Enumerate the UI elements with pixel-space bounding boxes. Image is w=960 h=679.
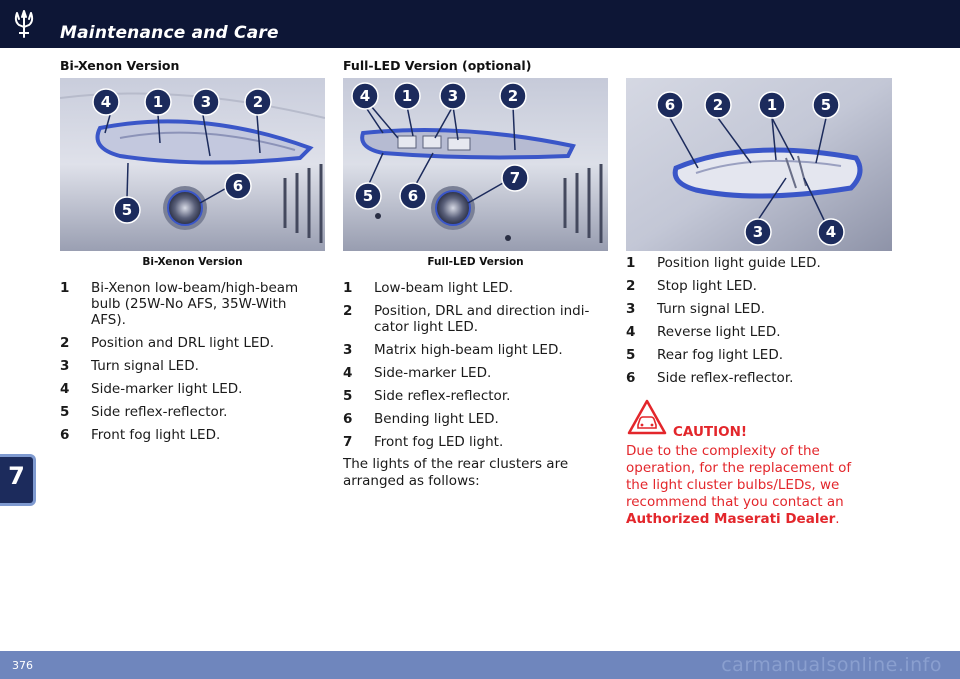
rear-clusters-intro: The lights of the rear clusters are arranged as follows: [343, 456, 569, 489]
bixenon-parts-list [60, 280, 322, 450]
callout-6: 6 [664, 96, 676, 114]
list-item: 1 Bi-Xenon low-beam/high-beam bulb (25W-No AFS, 35W-With AFS). [60, 280, 299, 328]
callout-5: 5 [362, 187, 374, 205]
list-item: 2 Stop light LED. [626, 278, 757, 294]
callout-3: 3 [447, 87, 459, 105]
dealer-emphasis: Authorized Maserati Dealer [626, 511, 836, 527]
callout-7: 7 [509, 169, 521, 187]
list-item: 3 Turn signal LED. [626, 301, 765, 317]
fullled-section-title: Full-LED Version (optional) [343, 58, 532, 73]
rear-light-figure [626, 78, 892, 251]
callout-6: 6 [407, 187, 419, 205]
list-item: 1 Low-beam light LED. [343, 280, 513, 296]
list-item: 4 Side-marker light LED. [60, 381, 243, 397]
list-item: 4 Side-marker LED. [343, 365, 492, 381]
list-item: 2 Position and DRL light LED. [60, 335, 275, 351]
bixenon-figure-caption: Bi-Xenon Version [142, 256, 243, 268]
list-item: 5 Rear fog light LED. [626, 347, 784, 363]
list-item: 1 Position light guide LED. [626, 255, 821, 271]
page-header-title: Maintenance and Care [60, 23, 279, 43]
list-item: 3 Matrix high-beam light LED. [343, 342, 563, 358]
trident-logo-icon [10, 9, 38, 39]
callout-6: 6 [232, 177, 244, 195]
list-item: 6 Bending light LED. [343, 411, 499, 427]
callout-4: 4 [359, 87, 371, 105]
list-item: 6 Side reflex-reflector. [626, 370, 794, 386]
caution-car-warning-icon [626, 398, 668, 436]
callout-1: 1 [766, 96, 778, 114]
header-bar [0, 0, 960, 48]
page-number: 376 [12, 659, 33, 672]
list-item: 2 Position, DRL and direction indi-cator light LED. [343, 303, 590, 335]
callout-5: 5 [121, 201, 133, 219]
rear-parts-list [626, 255, 886, 393]
caution-title: CAUTION! [673, 424, 748, 440]
callout-3: 3 [752, 223, 764, 241]
chapter-tab-number: 7 [8, 462, 25, 490]
list-item: 3 Turn signal LED. [60, 358, 199, 374]
list-item: 7 Front fog LED light. [343, 434, 504, 450]
chapter-tab [0, 452, 40, 510]
fullled-figure-caption: Full-LED Version [427, 256, 524, 268]
callout-2: 2 [252, 93, 264, 111]
callout-5: 5 [820, 96, 832, 114]
callout-1: 1 [401, 87, 413, 105]
fullled-headlight-figure [343, 78, 608, 251]
list-item: 5 Side reflex-reflector. [60, 404, 228, 420]
list-item: 4 Reverse light LED. [626, 324, 781, 340]
fullled-parts-list [343, 280, 608, 457]
footer-bar [0, 651, 960, 679]
callout-4: 4 [100, 93, 112, 111]
callout-1: 1 [152, 93, 164, 111]
callout-3: 3 [200, 93, 212, 111]
callout-2: 2 [712, 96, 724, 114]
callout-4: 4 [825, 223, 837, 241]
bixenon-section-title: Bi-Xenon Version [60, 58, 180, 73]
bixenon-headlight-figure [60, 78, 325, 251]
list-item: 5 Side reflex-reflector. [343, 388, 511, 404]
caution-text: Due to the complexity of the operation, for the replacement of the light cluster bulbs/LEDs, we recommend that you contact an Authorized Maserati Dealer. [626, 443, 852, 527]
watermark-text: carmanualsonline.info [721, 654, 942, 676]
callout-2: 2 [507, 87, 519, 105]
list-item: 6 Front fog light LED. [60, 427, 221, 443]
